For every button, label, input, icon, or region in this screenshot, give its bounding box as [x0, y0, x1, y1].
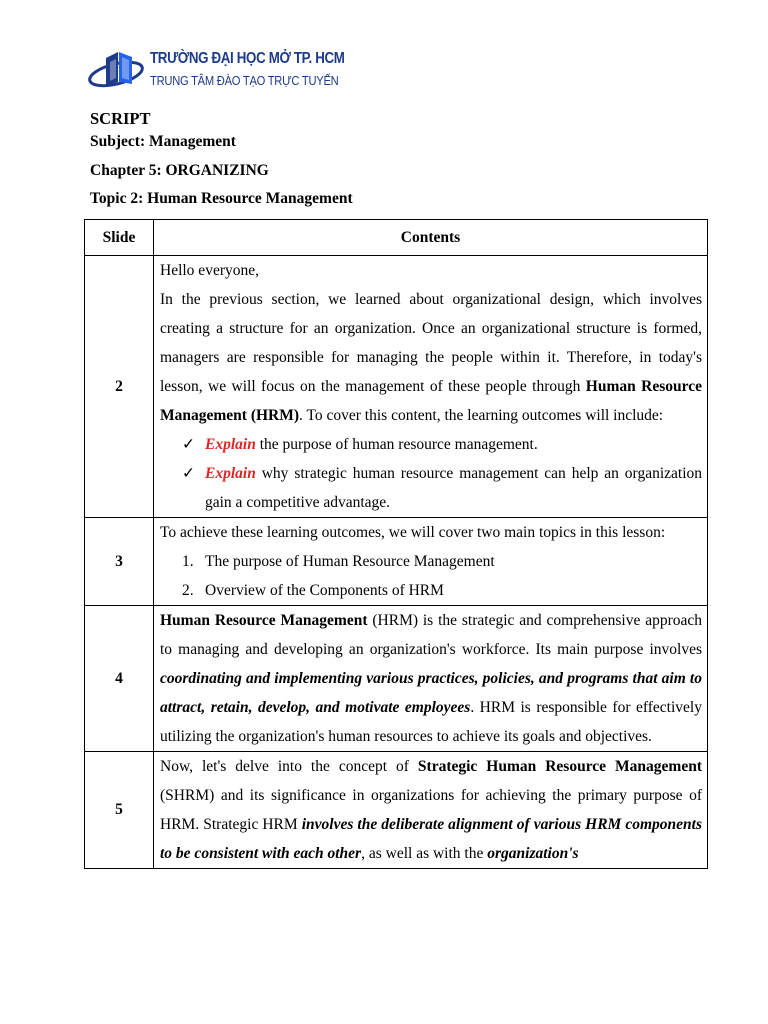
slide-content [154, 752, 708, 869]
list-number: 2. [182, 582, 194, 599]
paragraph-text: , as well as with the [361, 845, 488, 862]
table-row [85, 606, 708, 752]
outcome-verb: Explain [205, 436, 256, 453]
slide-number: 4 [85, 606, 154, 752]
hrm-term: Human Resource Management (HRM) [160, 378, 702, 424]
outcome-text: why strategic human resource management can help an organization gain a competitive advantage. [205, 465, 702, 511]
list-number: 1. [182, 553, 194, 570]
list-text: Overview of the Components of HRM [205, 582, 444, 599]
intro-text-end: . To cover this content, the learning outcomes will include: [299, 407, 664, 424]
hrm-paragraph [160, 606, 702, 751]
outcome-verb: Explain [205, 465, 256, 482]
paragraph-text: (SHRM) and its significance in organizations for achieving the primary purpose of HRM. Strategic HRM [160, 787, 702, 833]
chapter-line: Chapter 5: ORGANIZING [90, 162, 269, 179]
shrm-term: Strategic Human Resource Management [417, 758, 703, 775]
script-table [84, 219, 708, 869]
paragraph-text: Now, let's delve into the concept of [160, 758, 418, 775]
list-item [160, 547, 702, 576]
shrm-paragraph [160, 752, 702, 868]
greeting-text: Hello everyone, [160, 262, 259, 279]
slide-number: 3 [85, 518, 154, 606]
emphasis-text: coordinating and implementing various practices, policies, and programs that aim to attract, retain, develop, and motivate employees [160, 670, 702, 716]
intro-text: In the previous section, we learned about organizational design, which involves creating a structure for an organization. Once an organizational structure is formed, managers are responsible for managing the people within it. Therefore, in today's lesson, we will focus on the management of these people through [160, 291, 702, 395]
document-title: SCRIPT [90, 109, 151, 128]
subject-line: Subject: Management [90, 133, 236, 150]
list-item [160, 459, 702, 517]
university-name: TRƯỜNG ĐẠI HỌC MỞ TP. HCM [150, 50, 345, 67]
slide-number: 2 [85, 256, 154, 518]
emphasis-text: organization's [487, 845, 579, 862]
table-row [85, 752, 708, 869]
outcome-text: the purpose of human resource management. [255, 436, 538, 453]
intro-paragraph [160, 285, 702, 430]
paragraph-text: (HRM) is the strategic and comprehensive approach to managing and developing an organization's workforce. Its main purpose involves [160, 612, 703, 658]
center-name: TRUNG TÂM ĐÀO TẠO TRỰC TUYẾN [150, 73, 339, 88]
intro-paragraph: To achieve these learning outcomes, we will cover two main topics in this lesson: [160, 524, 666, 541]
university-logo [88, 44, 345, 96]
table-row [85, 518, 708, 606]
slide-column-header: Slide [85, 220, 154, 256]
book-logo-icon [88, 48, 148, 92]
slide-content [154, 518, 708, 606]
slide-content [154, 606, 708, 752]
table-row [85, 256, 708, 518]
checkmark-icon: ✓ [182, 465, 195, 482]
slide-content [154, 256, 708, 518]
topic-line: Topic 2: Human Resource Management [90, 190, 353, 207]
checkmark-icon: ✓ [182, 436, 195, 453]
slide-number: 5 [85, 752, 154, 869]
emphasis-text: involves the deliberate alignment of various HRM components to be consistent with each other [160, 816, 703, 862]
list-item [160, 576, 702, 605]
list-item [160, 430, 702, 459]
table-header-row [85, 220, 708, 256]
list-text: The purpose of Human Resource Management [205, 553, 495, 570]
paragraph-text: . HRM is responsible for effectively utilizing the organization's human resources to achieve its goals and objectives. [160, 699, 702, 745]
contents-column-header: Contents [154, 220, 708, 256]
hrm-term: Human Resource Management [160, 612, 368, 629]
